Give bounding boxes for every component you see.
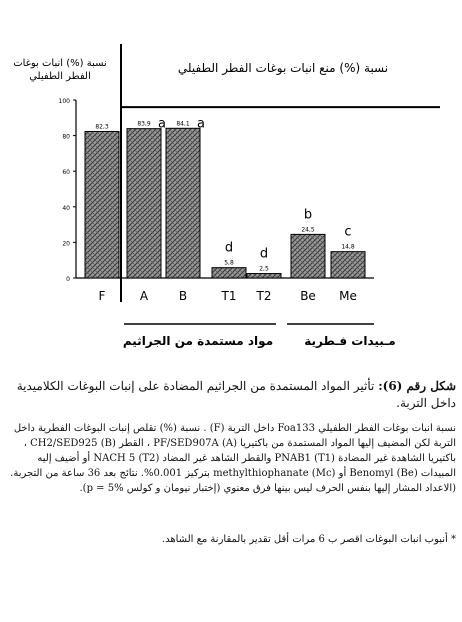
bar-value-label: 2,5 (259, 265, 269, 273)
y-tick-label: 0 (66, 276, 70, 283)
y-tick-label: 40 (62, 204, 70, 212)
bar (127, 129, 161, 278)
chart-title: نسبة (%) منع انبات بوغات الفطر الطفيلي (177, 61, 389, 75)
significance-letter: a (158, 116, 166, 132)
significance-letter: d (259, 246, 269, 262)
significance-letter: a (197, 116, 205, 132)
bar (247, 274, 281, 278)
group-label-bacteria: مواد مستمدة من الجراثيم (122, 334, 274, 348)
figure-caption-body: نسبة انبات بوغات الفطر الطفيلي Foa133 داخل التربة (F) . نسبة (%) تقلص إنبات البوغات الفطرية داخل التربة لكن المضيف إليها المواد المستمدة من باكتيريا PF/SED907A (A) ، القطر (B) CH2/SED925 ، باكتيريا الشاهدة غير المضادة PNAB1 (T1) والقطر الشاهد غير المضاد (T2) NACH 5 أو أضيف إليه المبيدات Benomyl (Be) أو methylthiophanate (Mc) بتركيز 0.001%. نتائج بعد 36 ساعة من التجربة. (الاعداد المشار إليها بنفس الحرف ليس بينها فرق معنوي (إختبار نيومان و كولس p = 5%). (10, 423, 456, 494)
bar-value-label: 82,3 (95, 123, 109, 131)
bar-value-label: 5,8 (224, 259, 234, 267)
y-tick-label: 100 (58, 98, 70, 105)
significance-letter: d (224, 240, 234, 256)
y-axis-label-line1: نسبة (%) انبات بوغات (13, 58, 107, 69)
bar (166, 128, 200, 278)
bar-value-label: 14,8 (341, 243, 355, 251)
x-tick-label: A (139, 289, 149, 303)
x-tick-label: Me (339, 289, 357, 303)
bar-value-label: 84,1 (176, 120, 190, 128)
bar (331, 252, 365, 278)
y-tick-label: 60 (62, 169, 70, 177)
figure-title: تأثير المواد المستمدة من الجراثيم المضادة على إنبات البوغات الكلاميدية داخل التربة. (16, 379, 456, 410)
y-tick-label: 80 (62, 133, 70, 141)
group-label-fungicides: مـبيدات فـطرية (304, 334, 396, 348)
x-tick-label: T2 (256, 289, 272, 303)
significance-letter: c (344, 224, 352, 240)
x-tick-label: Be (300, 289, 316, 303)
bar-value-label: 24,5 (301, 226, 315, 234)
figure-caption-note: * أنبوب انبات البوغات اقصر ب 6 مرات أقل تقدير بالمقارنة مع الشاهد. (161, 534, 456, 545)
x-tick-label: T1 (221, 289, 237, 303)
bar (212, 268, 246, 278)
significance-letter: b (303, 207, 313, 223)
y-tick-label: 20 (62, 240, 70, 248)
bar (85, 132, 119, 278)
bar (291, 234, 325, 278)
bar-value-label: 83,9 (137, 120, 151, 128)
x-tick-label: B (178, 289, 188, 303)
figure-label: شكل رقم (6): (378, 379, 456, 393)
figure-caption-title (8, 378, 456, 412)
y-axis-label-line2: الفطر الطفيلي (29, 71, 91, 82)
x-tick-label: F (98, 289, 106, 303)
